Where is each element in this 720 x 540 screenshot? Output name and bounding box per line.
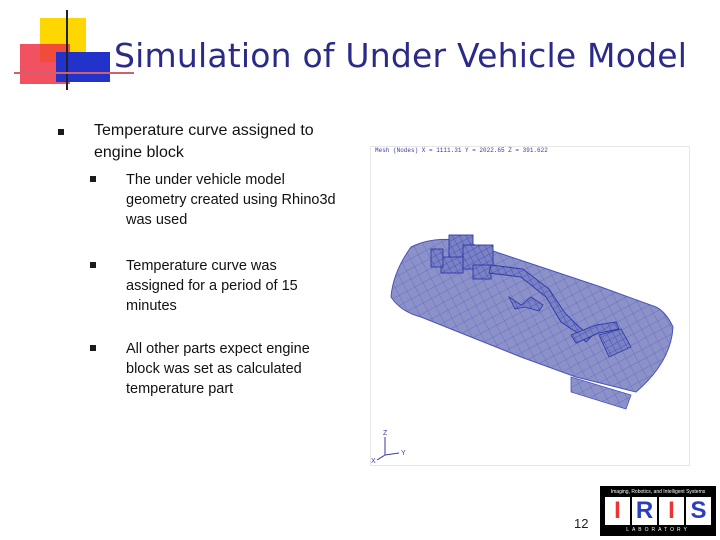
axis-label-z: Z [383, 430, 388, 437]
logo-top-text: Imaging, Robotics, and Intelligent Systems [610, 489, 706, 495]
bullet-square-icon [90, 262, 96, 268]
sub-bullet-text: Temperature curve was assigned for a period of 15 minutes [126, 258, 298, 314]
logo-letter: R [632, 497, 657, 525]
slide-title: Simulation of Under Vehicle Model [114, 36, 688, 75]
logo-letter: S [686, 497, 711, 525]
simulation-header: Mesh (Nodes) X = 1111.31 Y = 2022.65 Z = 391.622 [375, 147, 548, 154]
axis-label-y: Y [401, 450, 406, 457]
simulation-image [370, 146, 690, 466]
page-number: 12 [574, 516, 589, 531]
bullet-square-icon [90, 176, 96, 182]
logo-letter: I [605, 497, 630, 525]
under-vehicle-mesh [371, 147, 689, 465]
sub-bullet-text: All other parts expect engine block was set as calculated temperature part [126, 341, 310, 397]
logo-letter: I [659, 497, 684, 525]
decorative-vertical-line [66, 10, 68, 90]
logo-bottom-text: LABORATORY [626, 527, 690, 533]
decorative-blue-block [56, 52, 110, 82]
main-bullet-text: Temperature curve assigned to engine block [94, 122, 314, 161]
logo-letters [604, 497, 712, 525]
bullet-square-icon [58, 129, 64, 135]
sub-bullet-text: The under vehicle model geometry created using Rhino3d was used [126, 172, 336, 228]
axis-label-x: X [371, 458, 376, 465]
bullet-square-icon [90, 345, 96, 351]
iris-logo [600, 486, 716, 536]
axis-triad [377, 437, 399, 460]
